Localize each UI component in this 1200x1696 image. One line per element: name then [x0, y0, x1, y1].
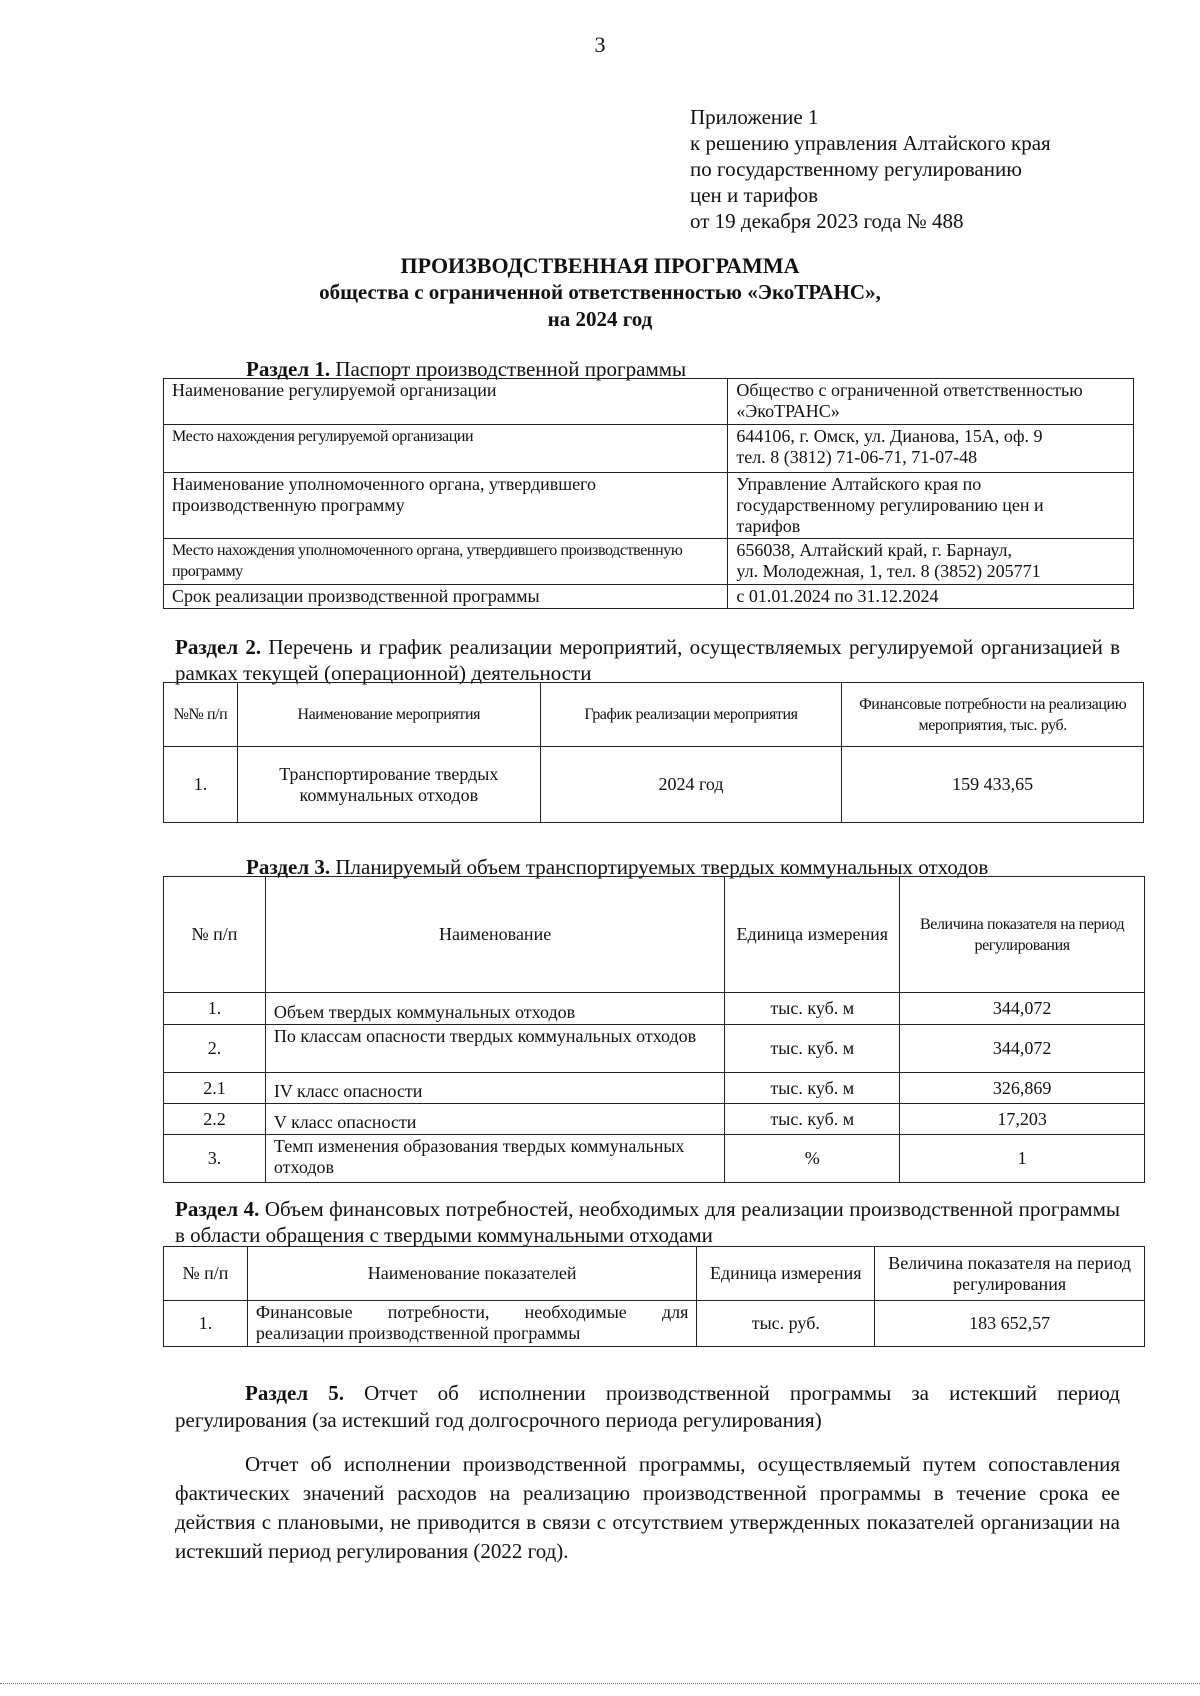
passport-value: с 01.01.2024 по 31.12.2024 [728, 585, 1134, 609]
appendix-line: от 19 декабря 2023 года № 488 [690, 209, 964, 233]
table-row [164, 1301, 1145, 1347]
activity-amount: 159 433,65 [842, 747, 1144, 823]
table-header-row [164, 877, 1145, 993]
col-header: № п/п [164, 877, 266, 993]
col-header: Наименование показателей [247, 1247, 696, 1301]
row-number: 3. [164, 1135, 266, 1183]
table-row [164, 379, 1134, 425]
indicator-name: Темп изменения образования твердых коммунальных отходов [265, 1135, 724, 1183]
indicator-value: 344,072 [900, 993, 1145, 1025]
passport-name: Место нахождения регулируемой организации [164, 425, 728, 473]
row-number: 2.1 [164, 1073, 266, 1104]
section1-title: Паспорт производственной программы [335, 357, 687, 381]
passport-name: Наименование уполномоченного органа, утвердившего производственную программу [164, 473, 728, 539]
activity-schedule: 2024 год [540, 747, 842, 823]
program-title [0, 252, 1200, 333]
table-header-row [164, 1247, 1145, 1301]
passport-value: Управление Алтайского края по государственному регулированию цен и тарифов [728, 473, 1134, 539]
row-number: 1. [164, 993, 266, 1025]
indicator-unit: тыс. руб. [697, 1301, 875, 1347]
activities-table [163, 682, 1144, 823]
table-row [164, 1025, 1145, 1073]
section3-label: Раздел 3. [246, 855, 331, 879]
col-header: Единица измерения [725, 877, 900, 993]
table-row [164, 1104, 1145, 1135]
appendix-line: к решению управления Алтайского края [690, 131, 1051, 155]
table-row [164, 473, 1134, 539]
section4-heading [175, 1196, 1120, 1248]
section1-label: Раздел 1. [246, 357, 331, 381]
section4-label: Раздел 4. [175, 1197, 260, 1221]
row-number: 2. [164, 1025, 266, 1073]
appendix-block [690, 104, 1051, 234]
section2-label: Раздел 2. [175, 635, 262, 659]
passport-value: 656038, Алтайский край, г. Барнаул, ул. Молодежная, 1, тел. 8 (3852) 205771 [728, 539, 1134, 585]
col-header: Величина показателя на период регулирования [900, 877, 1145, 993]
col-header: №№ п/п [164, 683, 238, 747]
col-header: График реализации мероприятия [540, 683, 842, 747]
section4-title: Объем финансовых потребностей, необходимых для реализации производственной программы в области обращения с твердыми коммунальными отходами [175, 1197, 1120, 1247]
indicator-name: V класс опасности [265, 1104, 724, 1135]
row-number: 1. [164, 747, 238, 823]
passport-table [163, 378, 1134, 609]
indicator-name: Финансовые потребности, необходимые для реализации производственной программы [247, 1301, 696, 1347]
appendix-line: цен и тарифов [690, 183, 819, 207]
table-row [164, 539, 1134, 585]
indicator-name: IV класс опасности [265, 1073, 724, 1104]
financial-table [163, 1246, 1145, 1347]
section5-heading [175, 1380, 1120, 1434]
col-header: Наименование мероприятия [237, 683, 540, 747]
appendix-line: по государственному регулированию [690, 157, 1022, 181]
indicator-unit: тыс. куб. м [725, 1025, 900, 1073]
table-header-row [164, 683, 1144, 747]
table-row [164, 585, 1134, 609]
table-row [164, 425, 1134, 473]
indicator-value: 183 652,57 [875, 1301, 1145, 1347]
activity-name: Транспортирование твердых коммунальных отходов [237, 747, 540, 823]
indicator-unit: тыс. куб. м [725, 1104, 900, 1135]
section5-title: Отчет об исполнении производственной программы за истекший период регулирования (за истекший год долгосрочного периода регулирования) [175, 1381, 1120, 1432]
col-header: Величина показателя на период регулирования [875, 1247, 1145, 1301]
indicator-value: 326,869 [900, 1073, 1145, 1104]
indicator-value: 344,072 [900, 1025, 1145, 1073]
indicator-value: 17,203 [900, 1104, 1145, 1135]
passport-name: Срок реализации производственной программы [164, 585, 728, 609]
section5-label: Раздел 5. [245, 1381, 344, 1405]
indicator-unit: % [725, 1135, 900, 1183]
indicator-value: 1 [900, 1135, 1145, 1183]
table-row [164, 1073, 1145, 1104]
row-number: 2.2 [164, 1104, 266, 1135]
page-number: 3 [594, 32, 606, 57]
passport-name: Наименование регулируемой организации [164, 379, 728, 425]
col-header: Единица измерения [697, 1247, 875, 1301]
scan-artifact-line [0, 1683, 1200, 1684]
row-number: 1. [164, 1301, 248, 1347]
program-title-line: на 2024 год [547, 307, 653, 331]
program-title-line: ПРОИЗВОДСТВЕННАЯ ПРОГРАММА [400, 253, 800, 278]
section2-heading [175, 634, 1120, 686]
indicator-unit: тыс. куб. м [725, 993, 900, 1025]
indicator-name: Объем твердых коммунальных отходов [265, 993, 724, 1025]
section2-title: Перечень и график реализации мероприятий, осуществляемых регулируемой организацией в рамках текущей (операционной) деятельности [175, 635, 1121, 685]
col-header: Наименование [265, 877, 724, 993]
indicator-name: По классам опасности твердых коммунальных отходов [265, 1025, 724, 1073]
table-row [164, 1135, 1145, 1183]
table-row [164, 747, 1144, 823]
col-header: № п/п [164, 1247, 248, 1301]
passport-value: Общество с ограниченной ответственностью «ЭкоТРАНС» [728, 379, 1134, 425]
indicator-unit: тыс. куб. м [725, 1073, 900, 1104]
section3-title: Планируемый объем транспортируемых твердых коммунальных отходов [335, 855, 989, 879]
passport-value: 644106, г. Омск, ул. Дианова, 15А, оф. 9 тел. 8 (3812) 71-06-71, 71-07-48 [728, 425, 1134, 473]
col-header: Финансовые потребности на реализацию мероприятия, тыс. руб. [842, 683, 1144, 747]
table-row [164, 993, 1145, 1025]
section5-paragraph: Отчет об исполнении производственной программы, осуществляемый путем сопоставления фактических значений расходов на реализацию производственной программы в течение срока ее действия с плановыми, не приводится в связи с отсутствием утвержденных показателей организации на истекший период регулирования (2022 год). [175, 1452, 1120, 1563]
appendix-line: Приложение 1 [690, 105, 819, 129]
program-title-line: общества с ограниченной ответственностью «ЭкоТРАНС», [319, 280, 881, 304]
volume-table [163, 876, 1145, 1183]
passport-name: Место нахождения уполномоченного органа, утвердившего производственную программу [164, 539, 728, 585]
